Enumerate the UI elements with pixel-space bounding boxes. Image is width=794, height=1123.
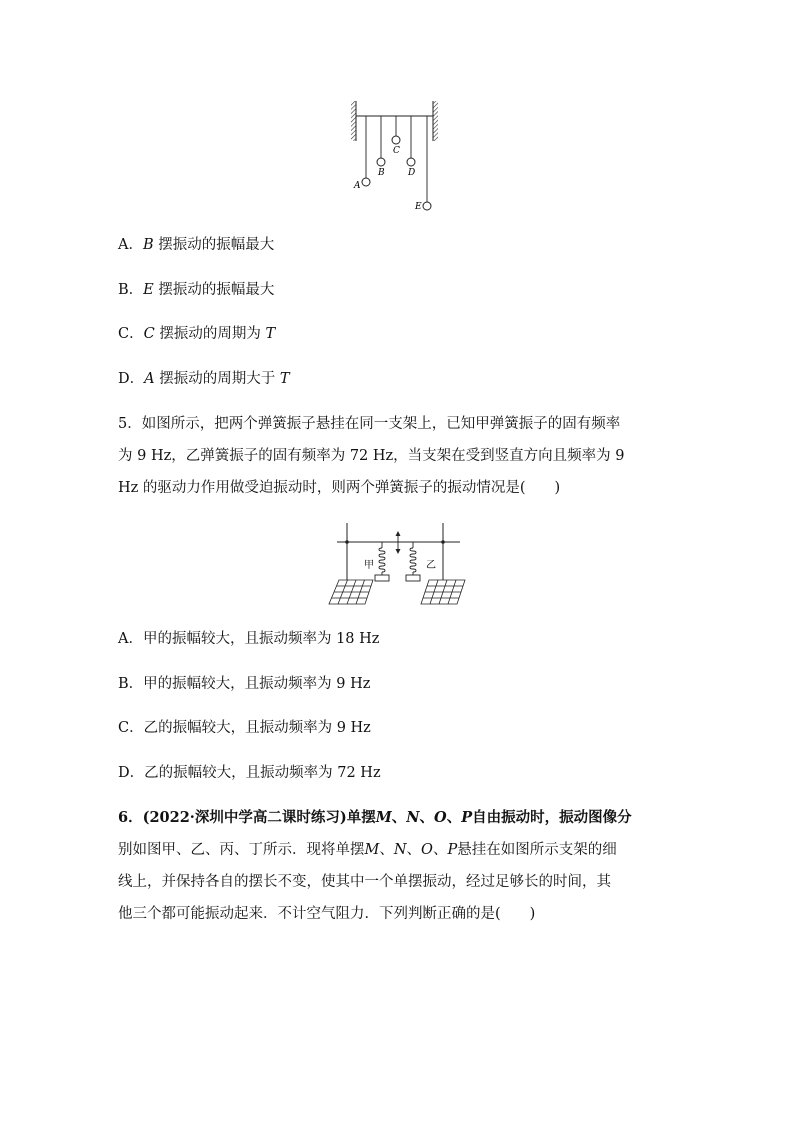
q5-option-c: C．乙的振幅较大，且振动频率为 9 Hz (118, 720, 371, 736)
q5-option-a: A．甲的振幅较大，且振动频率为 18 Hz (118, 631, 380, 647)
label-b: B (378, 168, 385, 178)
q5-option-d: D．乙的振幅较大，且振动频率为 72 Hz (118, 765, 381, 781)
q5-stem-line-2: 为 9 Hz，乙弹簧振子的固有频率为 72 Hz，当支架在受到竖直方向且频率为 9 (118, 448, 625, 464)
label-d: D (408, 168, 416, 178)
label-c: C (393, 146, 400, 156)
spring-figure (325, 518, 475, 608)
q5-option-b: B．甲的振幅较大，且振动频率为 9 Hz (118, 676, 371, 692)
pendulum-bob-e (423, 202, 431, 210)
pendulum-bob-c (392, 136, 400, 144)
right-wall (433, 101, 438, 141)
q4-option-c: C．C 摆振动的周期为 T (118, 326, 276, 342)
q6-stem-line-3: 线上，并保持各自的摆长不变，使其中一个单摆振动，经过足够长的时间，其 (118, 874, 611, 890)
q5-stem-line-1: 5．如图所示，把两个弹簧振子悬挂在同一支架上，已知甲弹簧振子的固有频率 (118, 416, 621, 432)
q6-stem-line-4: 他三个都可能振动起来．不计空气阻力．下列判断正确的是( ) (118, 906, 536, 922)
left-base-grid (329, 580, 373, 604)
q4-option-a: A．B 摆振动的振幅最大 (118, 237, 275, 253)
pendulum-figure (345, 98, 455, 216)
q6-stem-line-2: 别如图甲、乙、丙、丁所示．现将单摆M、N、O、P悬挂在如图所示支架的细 (118, 842, 617, 858)
pendulum-bob-b (377, 158, 385, 166)
spring-jia (375, 542, 389, 581)
label-e: E (415, 202, 422, 212)
right-base-grid (421, 580, 465, 604)
q6-stem-line-1: 6．(2022·深圳中学高二课时练习)单摆M、N、O、P自由振动时，振动图像分 (118, 809, 632, 826)
label-yi: 乙 (426, 560, 436, 571)
pendulum-bob-a (362, 178, 370, 186)
q4-option-b: B．E 摆振动的振幅最大 (118, 282, 275, 298)
pendulum-bob-d (407, 158, 415, 166)
label-a: A (354, 181, 361, 191)
q4-option-d: D．A 摆振动的周期大于 T (118, 371, 290, 387)
q5-stem-line-3: Hz 的驱动力作用做受迫振动时，则两个弹簧振子的振动情况是( ) (118, 480, 561, 496)
spring-yi (406, 542, 420, 581)
label-jia: 甲 (364, 560, 374, 571)
left-wall (351, 101, 356, 141)
